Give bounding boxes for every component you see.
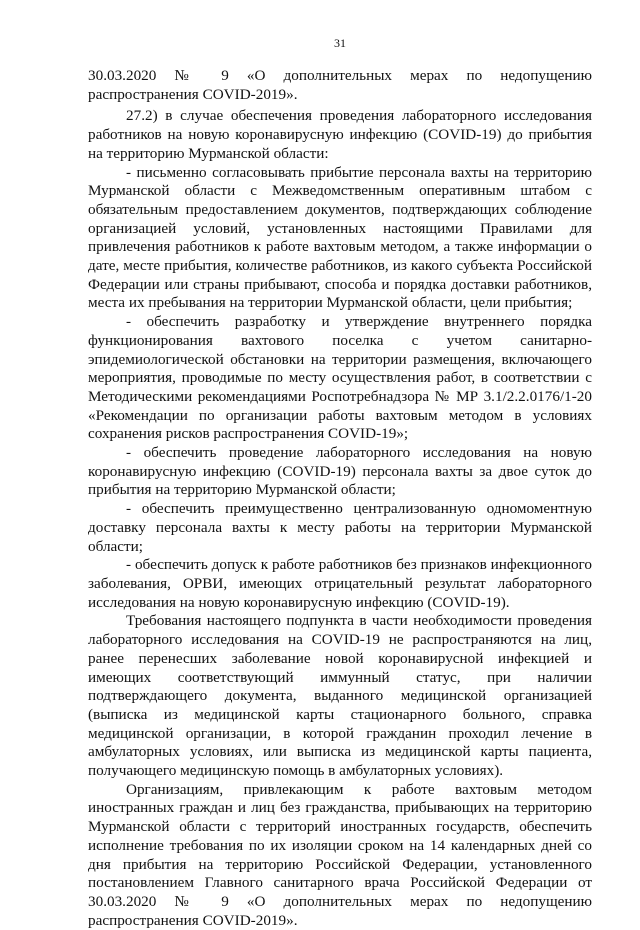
paragraph-continuation: 30.03.2020 № 9 «О дополнительных мерах по недопущению распространения COVID-2019». [88,67,592,103]
list-item-internal-procedure: - обеспечить разработку и утверждение внутреннего порядка функционирования вахтового поселка с учетом санитарно-эпидемиологической обстановки на территории размещения, включающего мероприятия, проводимые по месту осуществления работ, в соответствии с Методическими рекомендациями Роспотребнадзора № МР 3.1/2.2.0176/1-20 «Рекомендации по организации работы вахтовым методом в условиях сохранения рисков распространения COVID-19»; [88,313,592,443]
document-body [88,67,592,930]
paragraph-foreign-workers: Организациям, привлекающим к работе вахтовым методом иностранных граждан и лиц без гражданства, прибывающих на территорию Мурманской области с территорий иностранных государств, обеспечить исполнение требования по их изоляции сроком на 14 календарных дней со дня прибытия на территорию Российской Федерации, установленного постановлением Главного санитарного врача Российской Федерации от 30.03.2020 № 9 «О дополнительных мерах по недопущению распространения COVID-2019». [88,780,592,929]
list-item-lab-testing: - обеспечить проведение лабораторного исследования на новую коронавирусную инфекцию (COVID-19) персонала вахты за двое суток до прибытия на территорию Мурманской области; [88,444,592,499]
paragraph-clause-27-2: 27.2) в случае обеспечения проведения лабораторного исследования работников на новую коронавирусную инфекцию (COVID-19) до прибытия на территорию Мурманской области: [88,107,592,162]
list-item-coordinate-arrival: - письменно согласовывать прибытие персонала вахты на территорию Мурманской области с Межведомственным оперативным штабом с обязательным предоставлением документов, подтверждающих соблюдение организацией условий, установленных настоящими Правилами для привлечения работников к работе вахтовым методом, а также информации о дате, месте прибытия, количестве работников, из какого субъекта Российской Федерации или страны прибывают, способа и порядка доставки работников, места их пребывания на территории Мурманской области, цели прибытия; [88,163,592,312]
list-item-delivery: - обеспечить преимущественно централизованную одномоментную доставку персонала вахты к месту работы на территории Мурманской области; [88,500,592,555]
paragraph-requirements-exemption: Требования настоящего подпункта в части необходимости проведения лабораторного исследования на COVID-19 не распространяются на лиц, ранее перенесших заболевание новой коронавирусной инфекцией и имеющих соответствующий иммунный статус, при наличии подтверждающего документа, выданного медицинской организацией (выписка из медицинской карты стационарного больного, справка медицинской организации, в которой гражданин проходил лечение в амбулаторных условиях, или выписка из медицинской карты пациента, получающего медицинскую помощь в амбулаторных условиях). [88,612,592,780]
list-item-work-admission: - обеспечить допуск к работе работников без признаков инфекционного заболевания, ОРВИ, имеющих отрицательный результат лабораторного исследования на новую коронавирусную инфекцию (COVID-19). [88,556,592,611]
page-number: 31 [334,36,346,50]
